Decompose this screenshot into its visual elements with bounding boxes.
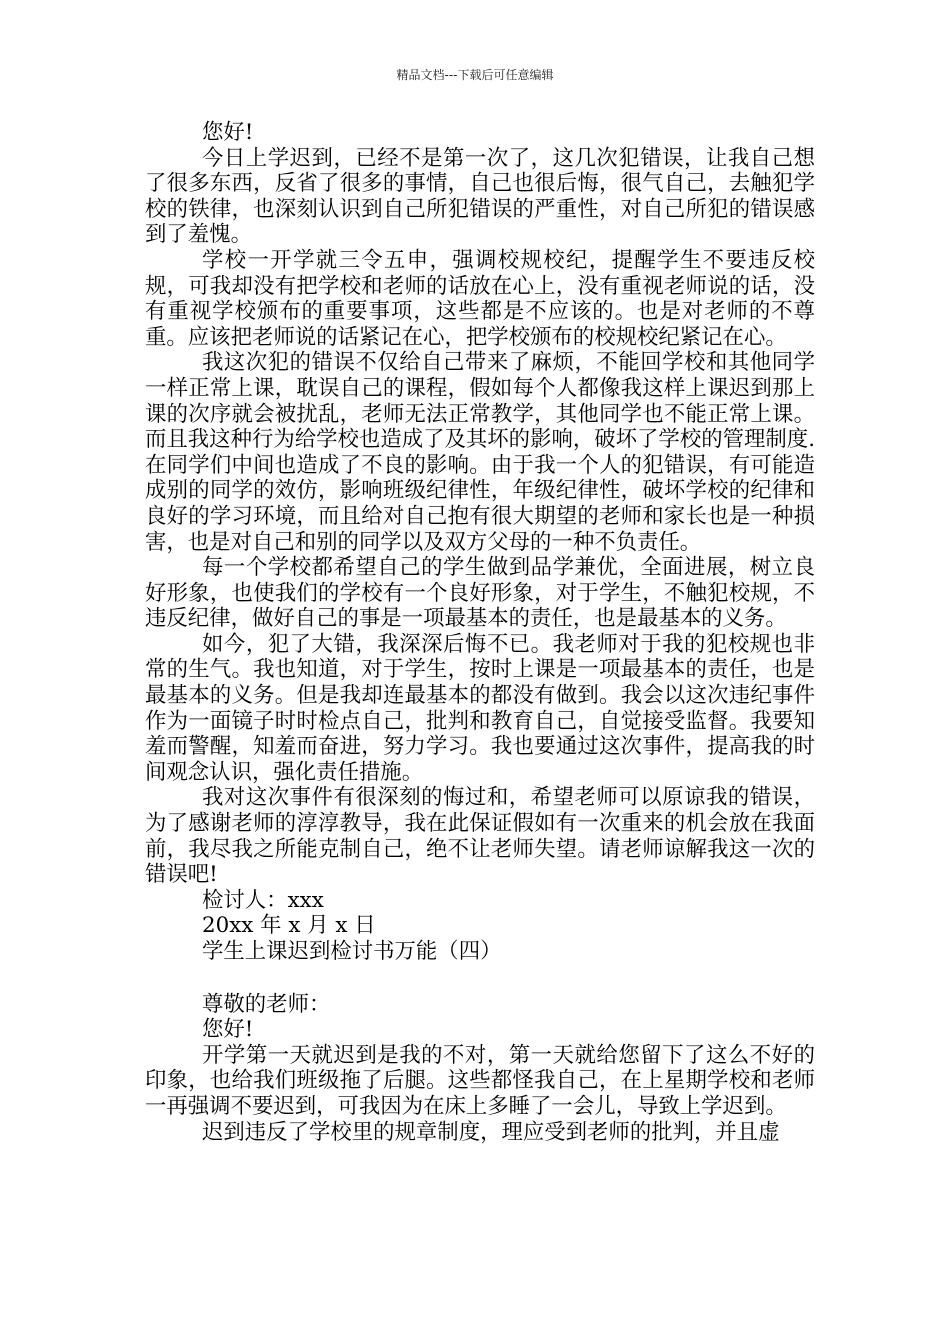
paragraph: 今日上学迟到，已经不是第一次了，这几次犯错误，让我自己想了很多东西，反省了很多的事情，自己也很后悔，很气自己，去触犯学校的铁律，也深刻认识到自己所犯错误的严重性，对自己所犯的错误感到了羞愧。 xyxy=(145,145,815,248)
paragraph: 我这次犯的错误不仅给自己带来了麻烦，不能回学校和其他同学一样正常上课，耽误自己的课程，假如每个人都像我这样上课迟到那上课的次序就会被扰乱，老师无法正常教学，其他同学也不能正常上课。而且我这种行为给学校也造成了及其坏的影响，破坏了学校的管理制度.在同学们中间也造成了不良的影响。由于我一个人的犯错误，有可能造成别的同学的效仿，影响班级纪律性，年级纪律性，破坏学校的纪律和良好的学习环境，而且给对自己抱有很大期望的老师和家长也是一种损害，也是对自己和别的同学以及双方父母的一种不负责任。 xyxy=(145,350,815,555)
paragraph: 学校一开学就三令五申，强调校规校纪，提醒学生不要违反校规，可我却没有把学校和老师的话放在心上，没有重视老师说的话，没有重视学校颁布的重要事项，这些都是不应该的。也是对老师的不尊重。应该把老师说的话紧记在心，把学校颁布的校规校纪紧记在心。 xyxy=(145,247,815,350)
date: 20xx 年 x 月 x 日 xyxy=(202,913,376,939)
section-title: 学生上课迟到检讨书万能（四） xyxy=(202,939,502,964)
greeting: 您好! xyxy=(202,1017,254,1043)
page-header: 精品文档---下载后可任意编辑 xyxy=(396,68,554,82)
salutation: 尊敬的老师： xyxy=(202,991,331,1017)
signature: 检讨人：xxx xyxy=(202,887,324,913)
paragraph: 迟到违反了学校里的规章制度，理应受到老师的批判，并且虚 xyxy=(202,1119,780,1145)
paragraph: 我对这次事件有很深刻的悔过和，希望老师可以原谅我的错误，为了感谢老师的淳淳教导，我在此保证假如有一次重来的机会放在我面前，我尽我之所能克制自己，绝不让老师失望。请老师谅解我这一次的错误吧! xyxy=(145,785,815,888)
blank-line xyxy=(145,965,815,992)
paragraph: 开学第一天就迟到是我的不对，第一天就给您留下了这么不好的印象，也给我们班级拖了后腿。这些都怪我自己，在上星期学校和老师一再强调不要迟到，可我因为在床上多睡了一会儿，导致上学迟到。 xyxy=(145,1042,815,1119)
paragraph: 每一个学校都希望自己的学生做到品学兼优，全面进展，树立良好形象，也使我们的学校有一个良好形象，对于学生，不触犯校规，不违反纪律，做好自己的事是一项最基本的责任，也是最基本的义务。 xyxy=(145,555,815,632)
paragraph: 如今，犯了大错，我深深后悔不已。我老师对于我的犯校规也非常的生气。我也知道，对于学生，按时上课是一项最基本的责任，也是最基本的义务。但是我却连最基本的都没有做到。我会以这次违纪事件作为一面镜子时时检点自己，批判和教育自己，自觉接受监督。我要知羞而警醒，知羞而奋进，努力学习。我也要通过这次事件，提高我的时间观念认识，强化责任措施。 xyxy=(145,631,815,785)
greeting: 您好! xyxy=(202,120,254,145)
document-body xyxy=(145,120,815,1145)
